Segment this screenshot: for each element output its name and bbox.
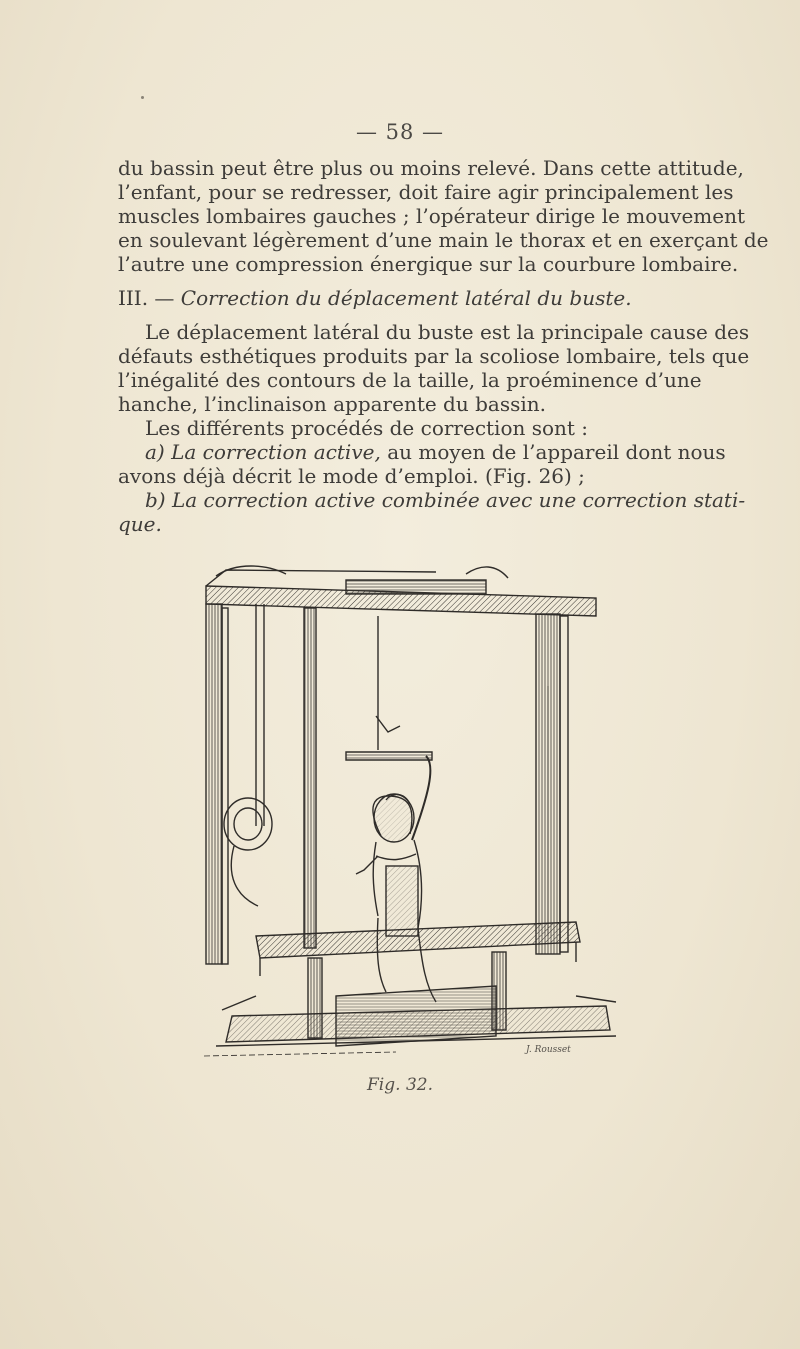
section-number: III. — [118, 286, 175, 310]
list-item-b [118, 488, 746, 536]
item-a-italic: La correction active, [171, 440, 381, 464]
correction-apparatus-engraving [196, 556, 632, 1072]
paragraph-2 [118, 320, 750, 416]
body-text [118, 156, 769, 536]
figure-caption: Fig. 32. [367, 1075, 433, 1095]
section-heading [118, 286, 670, 310]
item-a-label: a) [145, 440, 165, 464]
text-line: en soulevant légèrement d’une main le thorax et en exerçant de [118, 228, 769, 252]
paragraph-3: Les différents procédés de correction sont : [145, 416, 589, 440]
text-line: avons déjà décrit le mode d’emploi. (Fig. 26) ; [118, 464, 585, 488]
list-item-a [118, 440, 726, 488]
text-line: b) La correction active combinée avec une correction stati- [145, 488, 746, 512]
text-line: du bassin peut être plus ou moins relevé. Dans cette attitude, [118, 156, 744, 180]
text-line: Le déplacement latéral du buste est la principale cause des [145, 320, 750, 344]
ink-speck [141, 96, 144, 99]
figure-illustration [196, 556, 632, 1072]
engraver-signature: J. Rousset [526, 1045, 571, 1055]
text-line [118, 440, 726, 464]
text-line: l’inégalité des contours de la taille, la proéminence d’une [118, 368, 702, 392]
item-a-rest: au moyen de l’appareil dont nous [387, 440, 726, 464]
page-number: — 58 — [355, 120, 445, 144]
text-line: hanche, l’inclinaison apparente du bassin. [118, 392, 546, 416]
text-line: l’autre une compression énergique sur la courbure lombaire. [118, 252, 739, 276]
paragraph-1 [118, 156, 769, 276]
text-line: défauts esthétiques produits par la scoliose lombaire, tels que [118, 344, 750, 368]
text-line: muscles lombaires gauches ; l’opérateur dirige le mouvement [118, 204, 746, 228]
text-line: l’enfant, pour se redresser, doit faire agir principalement les [118, 180, 734, 204]
section-title: Correction du déplacement latéral du buste. [180, 286, 632, 310]
text-line: que. [118, 512, 162, 536]
